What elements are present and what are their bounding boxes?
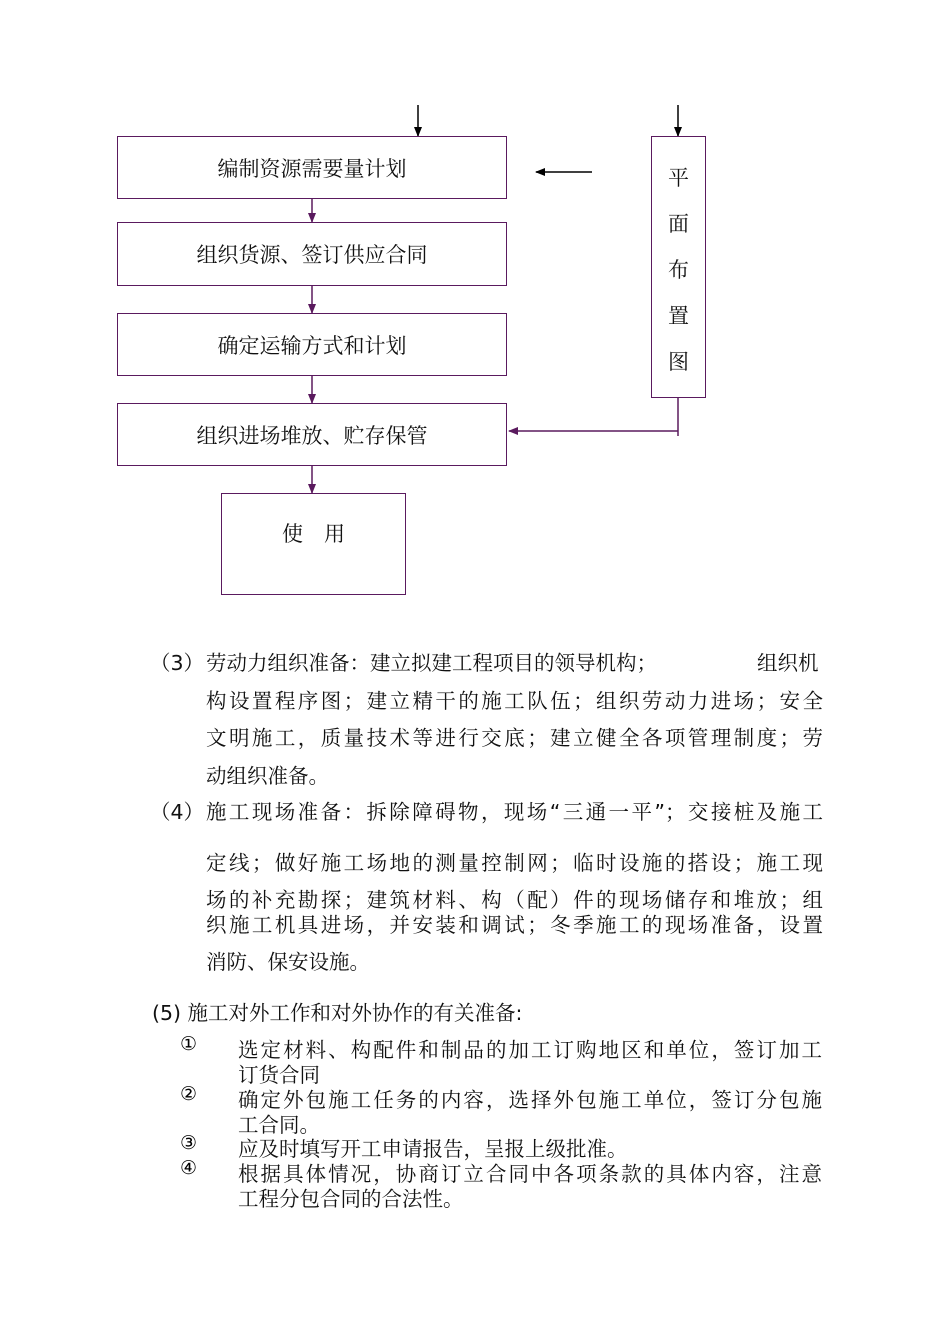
section3-line: 组织机 bbox=[757, 651, 819, 675]
side-box-site-layout bbox=[651, 136, 706, 398]
list-item-line: 应及时填写开工申请报告，呈报上级批准。 bbox=[238, 1137, 628, 1161]
side-box-char: 置 bbox=[668, 304, 689, 328]
side-box-char: 平 bbox=[668, 166, 689, 190]
flow-box-resource-plan bbox=[117, 136, 507, 199]
list-item-line: 根据具体情况，协商订立合同中各项条款的具体内容，注意 bbox=[238, 1162, 822, 1186]
section3-line: 动组织准备。 bbox=[206, 764, 329, 788]
list-item-line: 确定外包施工任务的内容，选择外包施工单位，签订分包施 bbox=[238, 1088, 822, 1112]
list-marker: ④ bbox=[180, 1157, 198, 1179]
flow-box-label: 编制资源需要量计划 bbox=[217, 156, 407, 181]
flow-box-label: 组织进场堆放、贮存保管 bbox=[196, 423, 428, 448]
section3-line: 构设置程序图；建立精干的施工队伍；组织劳动力进场；安全 bbox=[206, 689, 823, 713]
side-box-char: 图 bbox=[668, 350, 689, 374]
flowchart-connectors bbox=[0, 0, 950, 620]
side-box-char: 布 bbox=[668, 258, 689, 282]
list-item-line: 工合同。 bbox=[238, 1113, 320, 1137]
list-item-line: 工程分包合同的合法性。 bbox=[238, 1187, 464, 1211]
flow-box-label: 使 用 bbox=[282, 522, 345, 546]
section4-line: 定线；做好施工场地的测量控制网；临时设施的搭设；施工现 bbox=[206, 851, 823, 875]
section4-line: 施工现场准备：拆除障碍物，现场“三通一平”；交接桩及施工 bbox=[206, 800, 823, 824]
section4-line: 消防、保安设施。 bbox=[206, 950, 370, 974]
section3-line: 文明施工，质量技术等进行交底；建立健全各项管理制度；劳 bbox=[206, 726, 823, 750]
side-box-char: 面 bbox=[668, 212, 689, 236]
flow-box-label: 组织货源、签订供应合同 bbox=[196, 243, 428, 267]
list-marker: ③ bbox=[180, 1132, 198, 1154]
section4-line: 织施工机具进场，并安装和调试；冬季施工的现场准备，设置 bbox=[206, 913, 823, 937]
section3-line: 劳动力组织准备：建立拟建工程项目的领导机构； bbox=[206, 651, 657, 675]
list-marker: ① bbox=[180, 1033, 198, 1055]
section3-number: （3） bbox=[150, 651, 205, 675]
flow-box-use bbox=[221, 493, 406, 595]
list-marker: ② bbox=[180, 1083, 198, 1105]
list-item-line: 订货合同 bbox=[238, 1063, 320, 1087]
section4-line: 场的补充勘探；建筑材料、构（配）件的现场储存和堆放；组 bbox=[206, 888, 823, 912]
flow-box-supply-contract bbox=[117, 222, 507, 286]
list-item-line: 选定材料、构配件和制品的加工订购地区和单位，签订加工 bbox=[238, 1038, 822, 1062]
flow-box-transport-plan bbox=[117, 313, 507, 376]
section4-number: （4） bbox=[150, 800, 205, 824]
section5-title: (5) 施工对外工作和对外协作的有关准备: bbox=[152, 1001, 523, 1025]
flow-box-storage bbox=[117, 403, 507, 466]
flow-box-label: 确定运输方式和计划 bbox=[217, 333, 407, 358]
